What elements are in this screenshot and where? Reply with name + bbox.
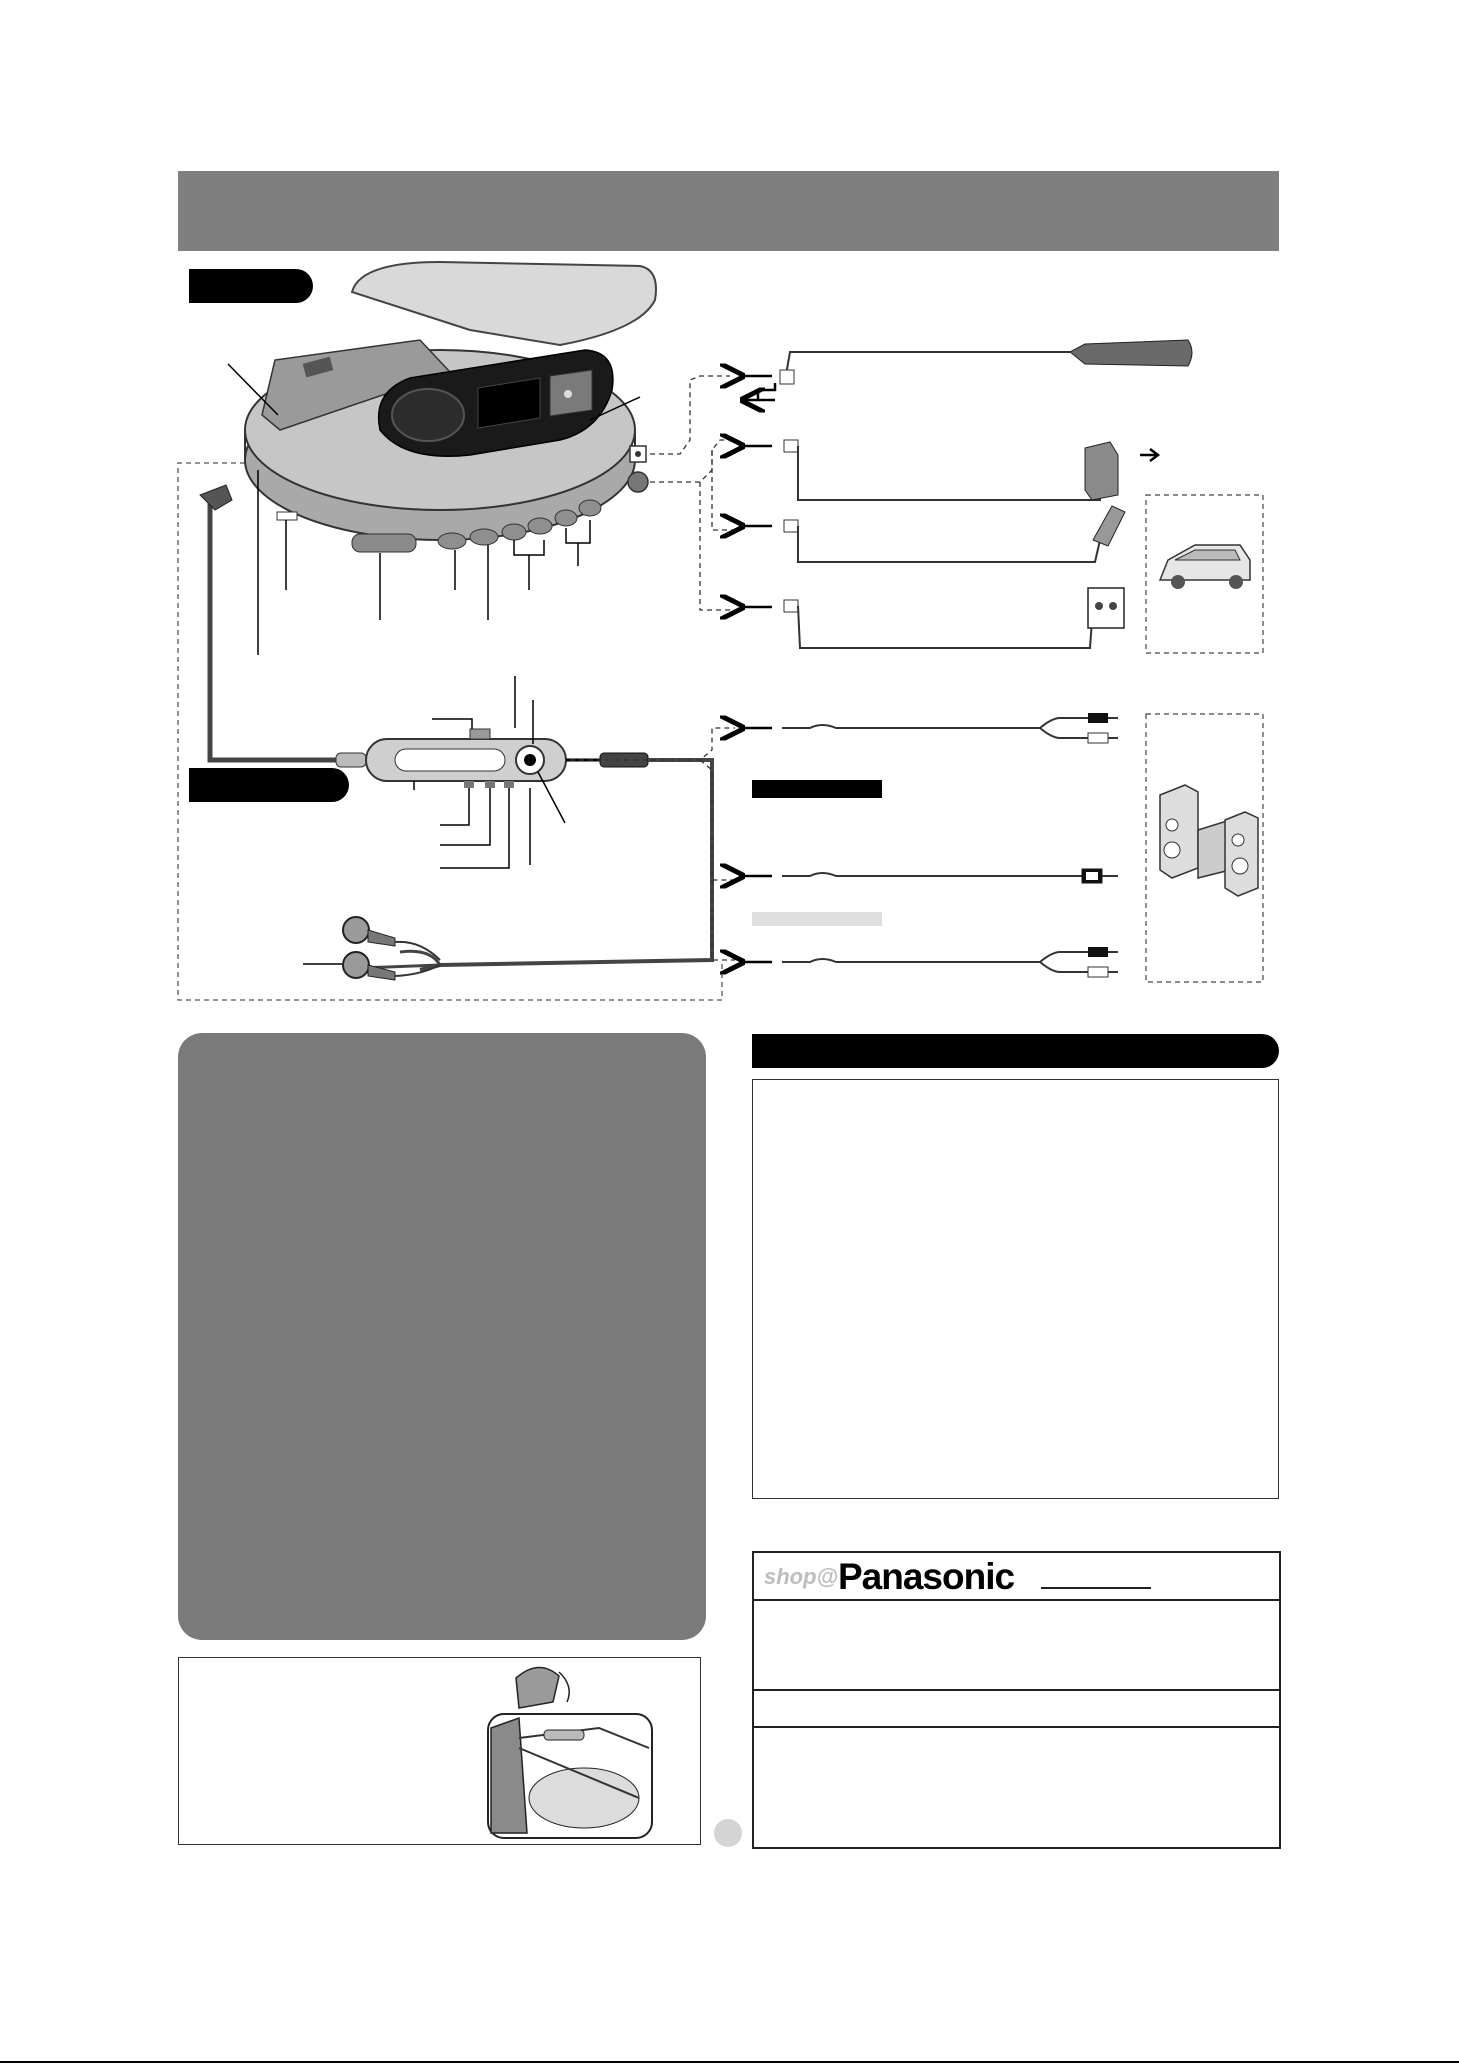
side-button-6 (579, 500, 601, 516)
cd-player (245, 340, 635, 552)
care-panel (178, 1033, 706, 1640)
side-button-1 (438, 533, 466, 549)
car-adaptor (1093, 506, 1125, 546)
brand-logo: Panasonic (838, 1556, 1015, 1597)
stereo-plug (200, 485, 232, 510)
earphone-cord (420, 760, 712, 970)
left-arrow-icon (740, 376, 772, 962)
section-header (752, 1034, 1279, 1068)
ac-adaptor (1085, 442, 1118, 500)
carrying-pouch-illustration (179, 1658, 700, 1844)
line-out-jack (628, 472, 648, 492)
connection-diagram (0, 0, 1459, 1020)
shop-at-logo (764, 1564, 839, 1592)
side-button-3 (502, 524, 526, 540)
hold-switch (352, 534, 416, 552)
page-number-marker (714, 1819, 742, 1847)
cassette-adapter-icon (1088, 588, 1124, 628)
car-icon (1160, 545, 1250, 589)
bottom-rule (0, 2061, 1459, 2063)
shop-at-text: shop@ (764, 1564, 839, 1589)
shop-box (752, 1551, 1281, 1849)
remote-control (336, 729, 566, 788)
remote-cord (210, 500, 342, 760)
wand-remote (1070, 340, 1192, 366)
side-button-4 (528, 518, 552, 534)
disc-spindle (392, 389, 464, 441)
earphones (343, 917, 440, 980)
player-lid (352, 262, 656, 345)
side-button-5 (555, 510, 577, 526)
notes-box (752, 1079, 1279, 1499)
storage-box (178, 1657, 701, 1845)
side-button-2 (470, 529, 498, 545)
stereo-system-icon (1160, 785, 1258, 896)
